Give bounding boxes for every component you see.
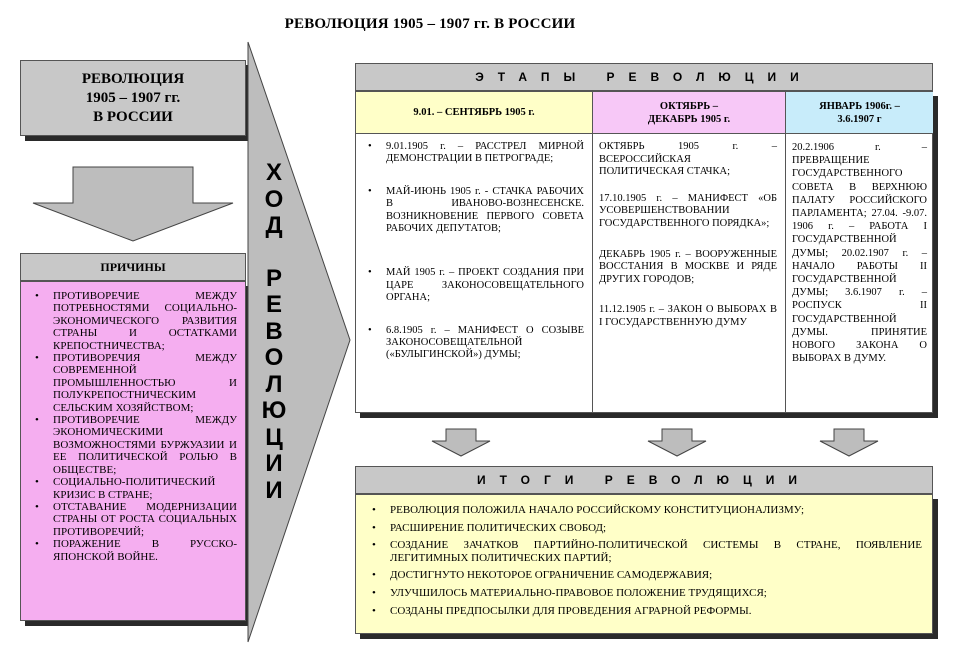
results-heading: ИТОГИ РЕВОЛЮЦИИ bbox=[355, 466, 933, 494]
revolution-line-3: В РОССИИ bbox=[93, 108, 173, 125]
causes-list bbox=[29, 290, 237, 563]
stages-heading: ЭТАПЫ РЕВОЛЮЦИИ bbox=[355, 63, 933, 91]
revolution-box bbox=[20, 60, 246, 136]
results-panel bbox=[355, 494, 933, 634]
course-letter: Е bbox=[265, 291, 282, 318]
cause-item: • СОЦИАЛЬНО-ПОЛИТИЧЕСКИЙ КРИЗИС В СТРАНЕ; bbox=[53, 476, 237, 501]
causes-heading: ПРИЧИНЫ bbox=[20, 253, 246, 281]
cause-item: • ПРОТИВОРЕЧИЕ МЕЖДУ ЭКОНОМИЧЕСКИМИ ВОЗМОЖНОСТЯМИ БУРЖУАЗИИ И ЕЕ ПОЛИТИЧЕСКОЙ РОЛЬЮ В ОБЩЕСТВЕ; bbox=[53, 414, 237, 476]
result-item: • РАСШИРЕНИЕ ПОЛИТИЧЕСКИХ СВОБОД; bbox=[390, 522, 922, 535]
cause-item: • ПРОТИВОРЕЧИЯ МЕЖДУ СОВРЕМЕННОЙ ПРОМЫШЛЕННОСТЬЮ И ПОЛУКРЕПОСТНИЧЕСКИМ СЕЛЬСКИМ ХОЗЯЙСТВОМ; bbox=[53, 352, 237, 414]
down-arrow-results-3 bbox=[818, 428, 880, 458]
stage-2-head-text: ОКТЯБРЬ – ДЕКАБРЬ 1905 г. bbox=[647, 100, 731, 125]
stage-event: • 6.8.1905 г. – МАНИФЕСТ О СОЗЫВЕ ЗАКОНОСОВЕЩАТЕЛЬНОЙ («БУЛЫГИНСКОЙ») ДУМЫ; bbox=[386, 325, 584, 362]
stage-event: • МАЙ 1905 г. – ПРОЕКТ СОЗДАНИЯ ПРИ ЦАРЕ ЗАКОНОСОВЕЩАТЕЛЬНОГО ОРГАНА; bbox=[386, 267, 584, 304]
results-list bbox=[366, 504, 922, 617]
course-letter: В bbox=[265, 317, 283, 345]
stage-3-events bbox=[786, 134, 933, 412]
stage-1-list bbox=[362, 141, 584, 362]
course-letter: Д bbox=[265, 212, 283, 239]
stage-event: • МАЙ-ИЮНЬ 1905 г. - СТАЧКА РАБОЧИХ В ИВАНОВО-ВОЗНЕСЕНСКЕ. ВОЗНИКНОВЕНИЕ ПЕРВОГО СОВЕТА РАБОЧИХ ДЕПУТАТОВ; bbox=[386, 186, 584, 236]
down-arrow-causes bbox=[28, 165, 238, 245]
stage-3-head-text: ЯНВАРЬ 1906г. – 3.6.1907 г bbox=[819, 100, 900, 125]
course-letter-gap bbox=[250, 240, 298, 266]
course-letter: Л bbox=[265, 370, 283, 398]
down-arrow-results-1 bbox=[430, 428, 492, 458]
stage-event: • 9.01.1905 г. – РАССТРЕЛ МИРНОЙ ДЕМОНСТРАЦИИ В ПЕТРОГРАДЕ; bbox=[386, 141, 584, 166]
result-item: • СОЗДАНЫ ПРЕДПОСЫЛКИ ДЛЯ ПРОВЕДЕНИЯ АГРАРНОЙ РЕФОРМЫ. bbox=[390, 605, 922, 618]
cause-item: • ОТСТАВАНИЕ МОДЕРНИЗАЦИИ СТРАНЫ ОТ РОСТА СОЦИАЛЬНЫХ ПРОТИВОРЕЧИЙ; bbox=[53, 501, 237, 538]
result-item: • ДОСТИГНУТО НЕКОТОРОЕ ОГРАНИЧЕНИЕ САМОДЕРЖАВИЯ; bbox=[390, 569, 922, 582]
stage-event: 20.2.1906 г. – ПРЕВРАЩЕНИЕ ГОСУДАРСТВЕННОГО СОВЕТА В ВЕРХНЮЮ ПАЛАТУ РОССИЙСКОГО ПАРЛАМЕНТА; 27.04. -9.07. 1906 г. – РАБОТА I ГОСУДАРСТВЕННОЙ ДУМЫ; 20.02.1907 г. – НАЧАЛО РАБОТЫ II ГОСУДАРСТВЕННОЙ ДУМЫ; 3.6.1907 г. – РОСПУСК II ГОСУДАРСТВЕННОЙ ДУМЫ. ПРИНЯТИЕ НОВОГО ЗАКОНА О ВЫБОРАХ В ДУМУ. bbox=[792, 142, 927, 365]
cause-item: • ПОРАЖЕНИЕ В РУССКО-ЯПОНСКОЙ ВОЙНЕ. bbox=[53, 538, 237, 563]
result-item: • УЛУЧШИЛОСЬ МАТЕРИАЛЬНО-ПРАВОВОЕ ПОЛОЖЕНИЕ ТРУДЯЩИХСЯ; bbox=[390, 587, 922, 600]
stage-2-events bbox=[593, 134, 785, 412]
stage-event: ДЕКАБРЬ 1905 г. – ВООРУЖЕННЫЕ ВОССТАНИЯ В МОСКВЕ И РЯДЕ ДРУГИХ ГОРОДОВ; bbox=[599, 248, 777, 285]
causes-panel bbox=[20, 281, 246, 621]
course-letter: Ю bbox=[261, 397, 287, 424]
page-title: РЕВОЛЮЦИЯ 1905 – 1907 гг. В РОССИИ bbox=[284, 16, 576, 32]
cause-item: • ПРОТИВОРЕЧИЕ МЕЖДУ ПОТРЕБНОСТЯМИ СОЦИАЛЬНО-ЭКОНОМИЧЕСКОГО РАЗВИТИЯ СТРАНЫ И ОСТАТКАМИ КРЕПОСТНИЧЕСТВА; bbox=[53, 290, 237, 352]
course-letter: И bbox=[265, 450, 283, 477]
course-letter: И bbox=[265, 476, 283, 504]
course-letter: Р bbox=[265, 264, 282, 292]
stage-1-events bbox=[356, 134, 592, 412]
revolution-line-1: РЕВОЛЮЦИЯ bbox=[81, 70, 185, 87]
stage-1-head: 9.01. – СЕНТЯБРЬ 1905 г. bbox=[356, 92, 592, 134]
stage-event: ОКТЯБРЬ 1905 г. – ВСЕРОССИЙСКАЯ ПОЛИТИЧЕСКАЯ СТАЧКА; bbox=[599, 141, 777, 178]
stage-event: 11.12.1905 г. – ЗАКОН О ВЫБОРАХ В I ГОСУДАРСТВЕННУЮ ДУМУ bbox=[599, 304, 777, 328]
course-label bbox=[250, 160, 298, 504]
stages-table bbox=[355, 91, 933, 413]
stage-3-head bbox=[786, 92, 933, 134]
stage-event: 17.10.1905 г. – МАНИФЕСТ «ОБ УСОВЕРШЕНСТВОВАНИИ ГОСУДАРСТВЕННОГО ПОРЯДКА»; bbox=[599, 192, 777, 229]
revolution-line-2: 1905 – 1907 гг. bbox=[85, 89, 181, 106]
course-letter: О bbox=[264, 185, 284, 213]
course-letter: Х bbox=[265, 159, 282, 186]
result-item: • РЕВОЛЮЦИЯ ПОЛОЖИЛА НАЧАЛО РОССИЙСКОМУ КОНСТИТУЦИОНАЛИЗМУ; bbox=[390, 504, 922, 517]
result-item: • СОЗДАНИЕ ЗАЧАТКОВ ПАРТИЙНО-ПОЛИТИЧЕСКОЙ СИСТЕМЫ В СТРАНЕ, ПОЯВЛЕНИЕ ЛЕГИТИМНЫХ ПОЛИТИЧЕСКИХ ПАРТИЙ; bbox=[390, 539, 922, 564]
course-letter: О bbox=[264, 344, 284, 371]
course-letter: Ц bbox=[265, 423, 283, 451]
stage-2-head bbox=[593, 92, 785, 134]
down-arrow-results-2 bbox=[646, 428, 708, 458]
